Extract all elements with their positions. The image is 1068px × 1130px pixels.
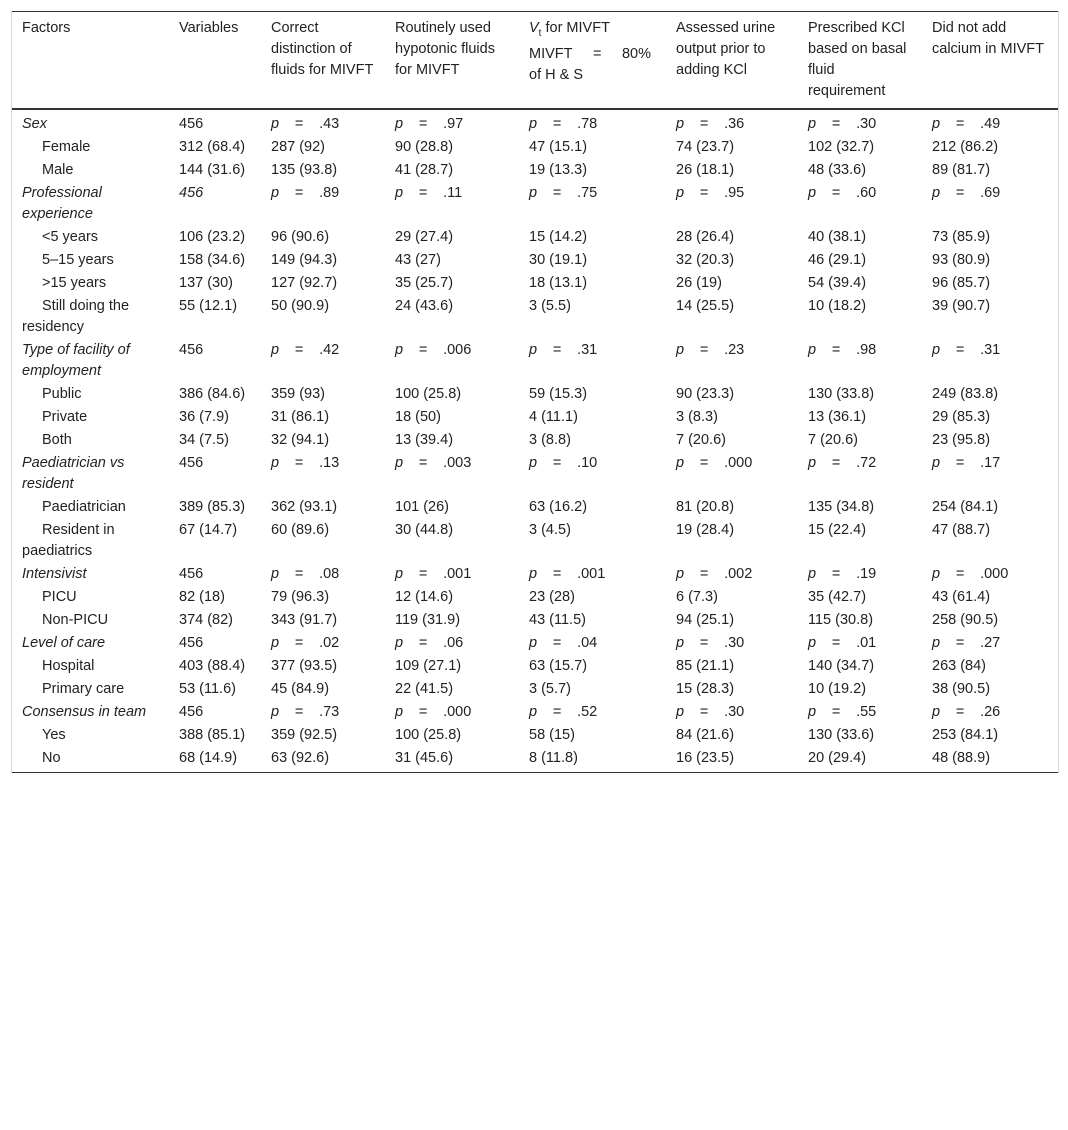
group-label: Consensus in team (22, 704, 147, 720)
value-cell: 3 (8.8) (529, 432, 571, 448)
value-cell: 149 (94.3) (271, 252, 338, 268)
value-cell: 4 (11.1) (529, 409, 578, 425)
row-n: 144 (31.6) (179, 162, 246, 178)
row-label: 5–15 years (42, 252, 114, 268)
value-cell: 81 (20.8) (676, 499, 735, 515)
value-cell: 94 (25.1) (676, 612, 735, 628)
value-cell: 84 (21.6) (676, 727, 735, 743)
value-cell: 15 (28.3) (676, 681, 735, 697)
p-value-cell: p = .31 (529, 342, 598, 358)
table-row (12, 383, 1058, 406)
value-cell: 127 (92.7) (271, 275, 338, 291)
value-cell: 100 (25.8) (395, 727, 462, 743)
value-cell: 249 (83.8) (932, 386, 999, 402)
value-cell: 119 (31.9) (395, 612, 461, 628)
value-cell: 377 (93.5) (271, 658, 338, 674)
value-cell: 15 (22.4) (808, 522, 867, 538)
row-n: 386 (84.6) (179, 386, 246, 402)
p-value-cell: p = .01 (808, 635, 877, 651)
value-cell: 16 (23.5) (666, 747, 798, 773)
p-value-cell: p = .78 (529, 116, 598, 132)
p-value-cell: p = .006 (395, 342, 472, 358)
group-row (12, 182, 1058, 226)
group-row (12, 452, 1058, 496)
value-cell: 47 (88.7) (932, 522, 991, 538)
table-container (11, 11, 1059, 773)
value-cell: 89 (81.7) (932, 162, 991, 178)
value-cell: 50 (90.9) (271, 298, 330, 314)
row-label: Public (42, 386, 82, 402)
p-value-cell: p = .69 (932, 185, 1001, 201)
p-value-cell: p = .002 (676, 566, 753, 582)
p-value-cell: p = .36 (676, 116, 745, 132)
col-header-hypotonic: Routinely used hypotonic fluids for MIVFT (385, 12, 519, 110)
p-value-cell: p = .000 (676, 455, 753, 471)
p-value-cell: p = .89 (271, 185, 340, 201)
value-cell: 22 (41.5) (395, 681, 454, 697)
table-row (12, 678, 1058, 701)
row-n: 374 (82) (179, 612, 234, 628)
table-row (12, 519, 1058, 563)
value-cell: 59 (15.3) (529, 386, 588, 402)
value-cell: 3 (8.3) (676, 409, 718, 425)
value-cell: 28 (26.4) (676, 229, 735, 245)
col-header-correct-distinction: Correct distinction of fluids for MIVFT (261, 12, 385, 110)
row-label: Female (42, 139, 91, 155)
value-cell: 135 (34.8) (808, 499, 875, 515)
value-cell: 40 (38.1) (808, 229, 867, 245)
row-n: 312 (68.4) (179, 139, 246, 155)
value-cell: 85 (21.1) (676, 658, 735, 674)
value-cell: 287 (92) (271, 139, 326, 155)
row-n: 82 (18) (179, 589, 225, 605)
value-cell: 19 (13.3) (529, 162, 588, 178)
value-cell: 58 (15) (529, 727, 575, 743)
row-label: Non-PICU (42, 612, 109, 628)
value-cell: 90 (28.8) (395, 139, 454, 155)
group-label: Professional experience (22, 185, 102, 222)
group-row (12, 701, 1058, 724)
col-header-vt: $V_t$ for MIVFT MIVFT = 80% of H & S (519, 12, 666, 110)
p-value-cell: p = .75 (529, 185, 598, 201)
value-cell: 102 (32.7) (808, 139, 875, 155)
col-header-calcium: Did not add calcium in MIVFT (922, 12, 1058, 110)
table-row (12, 406, 1058, 429)
value-cell: 29 (27.4) (395, 229, 454, 245)
row-label: PICU (42, 589, 77, 605)
value-cell: 7 (20.6) (676, 432, 726, 448)
table-row (12, 272, 1058, 295)
value-cell: 263 (84) (932, 658, 987, 674)
row-n: 137 (30) (179, 275, 234, 291)
p-value-cell: p = .10 (529, 455, 598, 471)
row-label: Private (42, 409, 88, 425)
value-cell: 30 (44.8) (395, 522, 454, 538)
value-cell: 46 (29.1) (808, 252, 867, 268)
p-value-cell: p = .06 (395, 635, 464, 651)
group-n: 456 (179, 342, 204, 358)
value-cell: 45 (84.9) (271, 681, 330, 697)
value-cell: 253 (84.1) (932, 727, 999, 743)
value-cell: 74 (23.7) (676, 139, 735, 155)
row-label: <5 years (42, 229, 99, 245)
row-label: Resident in paediatrics (22, 522, 115, 559)
value-cell: 43 (27) (395, 252, 441, 268)
p-value-cell: p = .52 (529, 704, 598, 720)
value-cell: 18 (50) (395, 409, 441, 425)
table-row (12, 586, 1058, 609)
row-n: 55 (12.1) (179, 298, 238, 314)
table-row (12, 609, 1058, 632)
table-row (12, 496, 1058, 519)
row-n: 158 (34.6) (179, 252, 246, 268)
value-cell: 18 (13.1) (529, 275, 588, 291)
value-cell: 3 (5.5) (529, 298, 571, 314)
p-value-cell: p = .04 (529, 635, 598, 651)
value-cell: 63 (16.2) (529, 499, 588, 515)
value-cell: 140 (34.7) (808, 658, 875, 674)
value-cell: 63 (15.7) (529, 658, 588, 674)
p-value-cell: p = .55 (808, 704, 877, 720)
p-value-cell: p = .27 (932, 635, 1001, 651)
value-cell: 362 (93.1) (271, 499, 338, 515)
value-cell: 10 (19.2) (808, 681, 867, 697)
value-cell: 39 (90.7) (932, 298, 991, 314)
p-value-cell: p = .23 (676, 342, 745, 358)
value-cell: 109 (27.1) (395, 658, 462, 674)
value-cell: 29 (85.3) (932, 409, 991, 425)
value-cell: 7 (20.6) (808, 432, 858, 448)
value-cell: 14 (25.5) (676, 298, 735, 314)
value-cell: 3 (5.7) (529, 681, 571, 697)
value-cell: 32 (94.1) (271, 432, 330, 448)
value-cell: 43 (61.4) (932, 589, 991, 605)
row-n: 68 (14.9) (169, 747, 261, 773)
group-n: 456 (179, 116, 204, 132)
col-header-urine-output: Assessed urine output prior to adding KCl (666, 12, 798, 110)
value-cell: 101 (26) (395, 499, 450, 515)
value-cell: 43 (11.5) (529, 612, 586, 628)
table-row (12, 136, 1058, 159)
row-label: Paediatrician (42, 499, 126, 515)
p-value-cell: p = .02 (271, 635, 340, 651)
p-value-cell: p = .31 (932, 342, 1001, 358)
table-row (12, 747, 1058, 773)
group-n: 456 (179, 635, 204, 651)
row-label: Primary care (42, 681, 125, 697)
table-row (12, 429, 1058, 452)
group-label: Paediatrician vs resident (22, 455, 125, 492)
p-value-cell: p = .11 (395, 185, 463, 201)
p-value-cell: p = .001 (529, 566, 606, 582)
p-value-cell: p = .30 (676, 635, 745, 651)
row-label: Both (42, 432, 72, 448)
value-cell: 60 (89.6) (271, 522, 330, 538)
p-value-cell: p = .72 (808, 455, 877, 471)
value-cell: 79 (96.3) (271, 589, 330, 605)
p-value-cell: p = .17 (932, 455, 1001, 471)
p-value-cell: p = .000 (932, 566, 1009, 582)
value-cell: 73 (85.9) (932, 229, 991, 245)
value-cell: 359 (92.5) (271, 727, 338, 743)
p-value-cell: p = .30 (808, 116, 877, 132)
row-n: 67 (14.7) (179, 522, 238, 538)
value-cell: 30 (19.1) (529, 252, 588, 268)
value-cell: 3 (4.5) (529, 522, 571, 538)
col-header-variables: Variables (169, 12, 261, 110)
row-n: 403 (88.4) (179, 658, 246, 674)
value-cell: 8 (11.8) (519, 747, 666, 773)
group-label: Intensivist (22, 566, 87, 582)
value-cell: 31 (86.1) (271, 409, 330, 425)
table-row (12, 249, 1058, 272)
value-cell: 20 (29.4) (798, 747, 922, 773)
value-cell: 35 (25.7) (395, 275, 454, 291)
group-n: 456 (179, 704, 204, 720)
value-cell: 41 (28.7) (395, 162, 454, 178)
group-label: Type of facility of employment (22, 342, 130, 379)
group-row (12, 563, 1058, 586)
table-row (12, 295, 1058, 339)
value-cell: 13 (39.4) (395, 432, 454, 448)
row-label: Male (42, 162, 74, 178)
row-label: Hospital (42, 658, 95, 674)
value-cell: 26 (18.1) (676, 162, 735, 178)
group-row (12, 339, 1058, 383)
group-row (12, 109, 1058, 136)
value-cell: 24 (43.6) (395, 298, 454, 314)
table-row (12, 226, 1058, 249)
results-table (12, 11, 1058, 773)
value-cell: 15 (14.2) (529, 229, 588, 245)
value-cell: 63 (92.6) (261, 747, 385, 773)
value-cell: 47 (15.1) (529, 139, 588, 155)
p-value-cell: p = .000 (395, 704, 472, 720)
group-n: 456 (179, 566, 204, 582)
p-value-cell: p = .98 (808, 342, 877, 358)
p-value-cell: p = .73 (271, 704, 340, 720)
value-cell: 38 (90.5) (932, 681, 991, 697)
table-body (12, 109, 1058, 773)
p-value-cell: p = .003 (395, 455, 472, 471)
value-cell: 48 (33.6) (808, 162, 867, 178)
value-cell: 31 (45.6) (385, 747, 519, 773)
row-n: 389 (85.3) (179, 499, 246, 515)
table-row (12, 724, 1058, 747)
value-cell: 359 (93) (271, 386, 326, 402)
value-cell: 6 (7.3) (676, 589, 718, 605)
value-cell: 90 (23.3) (676, 386, 735, 402)
value-cell: 343 (91.7) (271, 612, 338, 628)
table-row (12, 655, 1058, 678)
value-cell: 23 (95.8) (932, 432, 991, 448)
value-cell: 32 (20.3) (676, 252, 735, 268)
p-value-cell: p = .001 (395, 566, 472, 582)
value-cell: 135 (93.8) (271, 162, 338, 178)
value-cell: 100 (25.8) (395, 386, 462, 402)
value-cell: 35 (42.7) (808, 589, 867, 605)
row-n: 53 (11.6) (179, 681, 236, 697)
value-cell: 93 (80.9) (932, 252, 991, 268)
value-cell: 254 (84.1) (932, 499, 999, 515)
p-value-cell: p = .30 (676, 704, 745, 720)
p-value-cell: p = .60 (808, 185, 877, 201)
vt-symbol: $V_t$ (529, 20, 542, 39)
row-n: 34 (7.5) (179, 432, 229, 448)
value-cell: 130 (33.8) (808, 386, 875, 402)
value-cell: 130 (33.6) (808, 727, 875, 743)
row-label: No (12, 747, 169, 773)
group-label: Level of care (22, 635, 106, 651)
p-value-cell: p = .13 (271, 455, 340, 471)
p-value-cell: p = .43 (271, 116, 340, 132)
p-value-cell: p = .97 (395, 116, 464, 132)
row-n: 106 (23.2) (179, 229, 246, 245)
value-cell: 115 (30.8) (808, 612, 874, 628)
p-value-cell: p = .49 (932, 116, 1001, 132)
col-header-factors: Factors (12, 12, 169, 110)
value-cell: 48 (88.9) (922, 747, 1058, 773)
p-value-cell: p = .08 (271, 566, 340, 582)
p-value-cell: p = .19 (808, 566, 877, 582)
value-cell: 19 (28.4) (676, 522, 735, 538)
group-n: 456 (179, 455, 204, 471)
row-label: Yes (42, 727, 66, 743)
p-value-cell: p = .42 (271, 342, 340, 358)
value-cell: 212 (86.2) (932, 139, 999, 155)
value-cell: 96 (90.6) (271, 229, 330, 245)
row-n: 388 (85.1) (179, 727, 246, 743)
value-cell: 12 (14.6) (395, 589, 454, 605)
row-label: >15 years (42, 275, 107, 291)
value-cell: 96 (85.7) (932, 275, 991, 291)
header-row (12, 12, 1058, 110)
value-cell: 258 (90.5) (932, 612, 999, 628)
table-row (12, 159, 1058, 182)
group-label: Sex (22, 116, 47, 132)
group-row (12, 632, 1058, 655)
value-cell: 13 (36.1) (808, 409, 867, 425)
row-n: 36 (7.9) (179, 409, 229, 425)
value-cell: 26 (19) (676, 275, 722, 291)
group-n: 456 (179, 185, 204, 201)
p-value-cell: p = .95 (676, 185, 745, 201)
row-label: Still doing the residency (22, 298, 130, 335)
value-cell: 10 (18.2) (808, 298, 867, 314)
value-cell: 23 (28) (529, 589, 575, 605)
col-header-kcl: Prescribed KCl based on basal fluid requirement (798, 12, 922, 110)
p-value-cell: p = .26 (932, 704, 1001, 720)
value-cell: 54 (39.4) (808, 275, 867, 291)
